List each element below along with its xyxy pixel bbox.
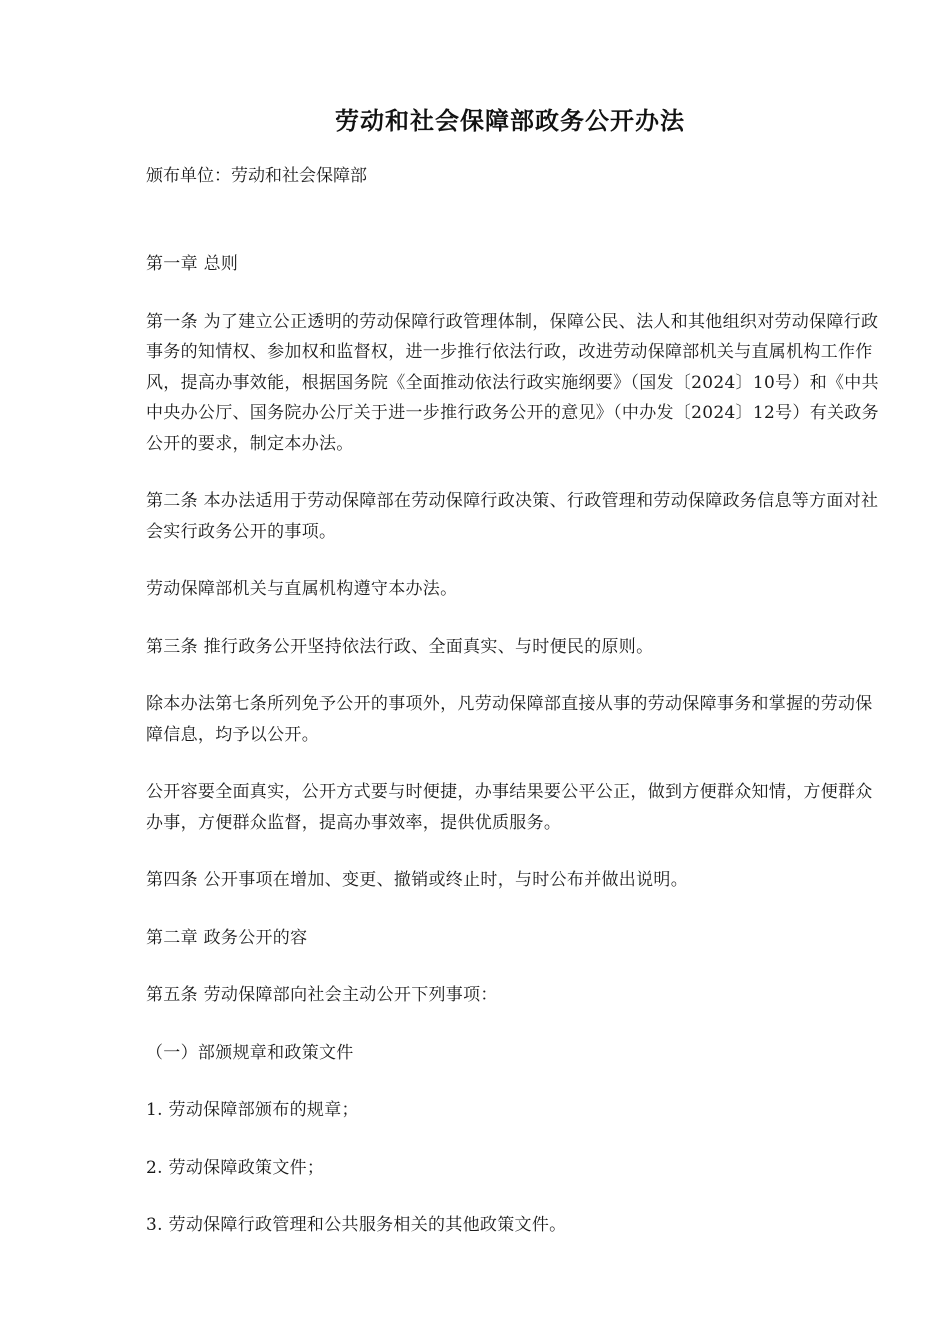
article-paragraph: 第五条 劳动保障部向社会主动公开下列事项： xyxy=(146,985,498,1005)
body-paragraph: 公开容要全面真实，公开方式要与时便捷，办事结果要公平公正，做到方便群众知情，方便群众办事，方便群众监督，提高办事效率，提供优质服务。 xyxy=(146,782,873,833)
document-title: 劳动和社会保障部政务公开办法 xyxy=(335,106,685,135)
list-item: 3. 劳动保障行政管理和公共服务相关的其他政策文件。 xyxy=(146,1215,567,1235)
body-paragraph: 除本办法第七条所列免予公开的事项外，凡劳动保障部直接从事的劳动保障事务和掌握的劳动保障信息，均予以公开。 xyxy=(146,694,873,745)
section-heading: （一）部颁规章和政策文件 xyxy=(146,1042,354,1063)
chapter-heading: 第一章 总则 xyxy=(146,254,239,274)
list-item: 2. 劳动保障政策文件； xyxy=(146,1157,325,1178)
chapter-heading: 第二章 政务公开的容 xyxy=(146,927,308,948)
article-paragraph: 第一条 为了建立公正透明的劳动保障行政管理体制，保障公民、法人和其他组织对劳动保障行政事务的知情权、参加权和监督权，进一步推行依法行政，改进劳动保障部机关与直属机构工作作风，提高办事效能，根据国务院《全面推动依法行政实施纲要》（国发〔2024〕10号）和《中共中央办公厅、国务院办公厅关于进一步推行政务公开的意见》（中办发〔2024〕12号）有关政务公开的要求，制定本办法。 xyxy=(146,311,879,454)
article-paragraph: 第四条 公开事项在增加、变更、撤销或终止时，与时公布并做出说明。 xyxy=(146,870,689,890)
article-paragraph: 第二条 本办法适用于劳动保障部在劳动保障行政决策、行政管理和劳动保障政务信息等方面对社会实行政务公开的事项。 xyxy=(146,491,879,542)
body-paragraph: 劳动保障部机关与直属机构遵守本办法。 xyxy=(146,579,458,599)
article-paragraph: 第三条 推行政务公开坚持依法行政、全面真实、与时便民的原则。 xyxy=(146,636,654,657)
list-item: 1. 劳动保障部颁布的规章； xyxy=(146,1100,359,1120)
issuer-line: 颁布单位：劳动和社会保障部 xyxy=(146,166,367,186)
document-body xyxy=(146,249,881,1268)
